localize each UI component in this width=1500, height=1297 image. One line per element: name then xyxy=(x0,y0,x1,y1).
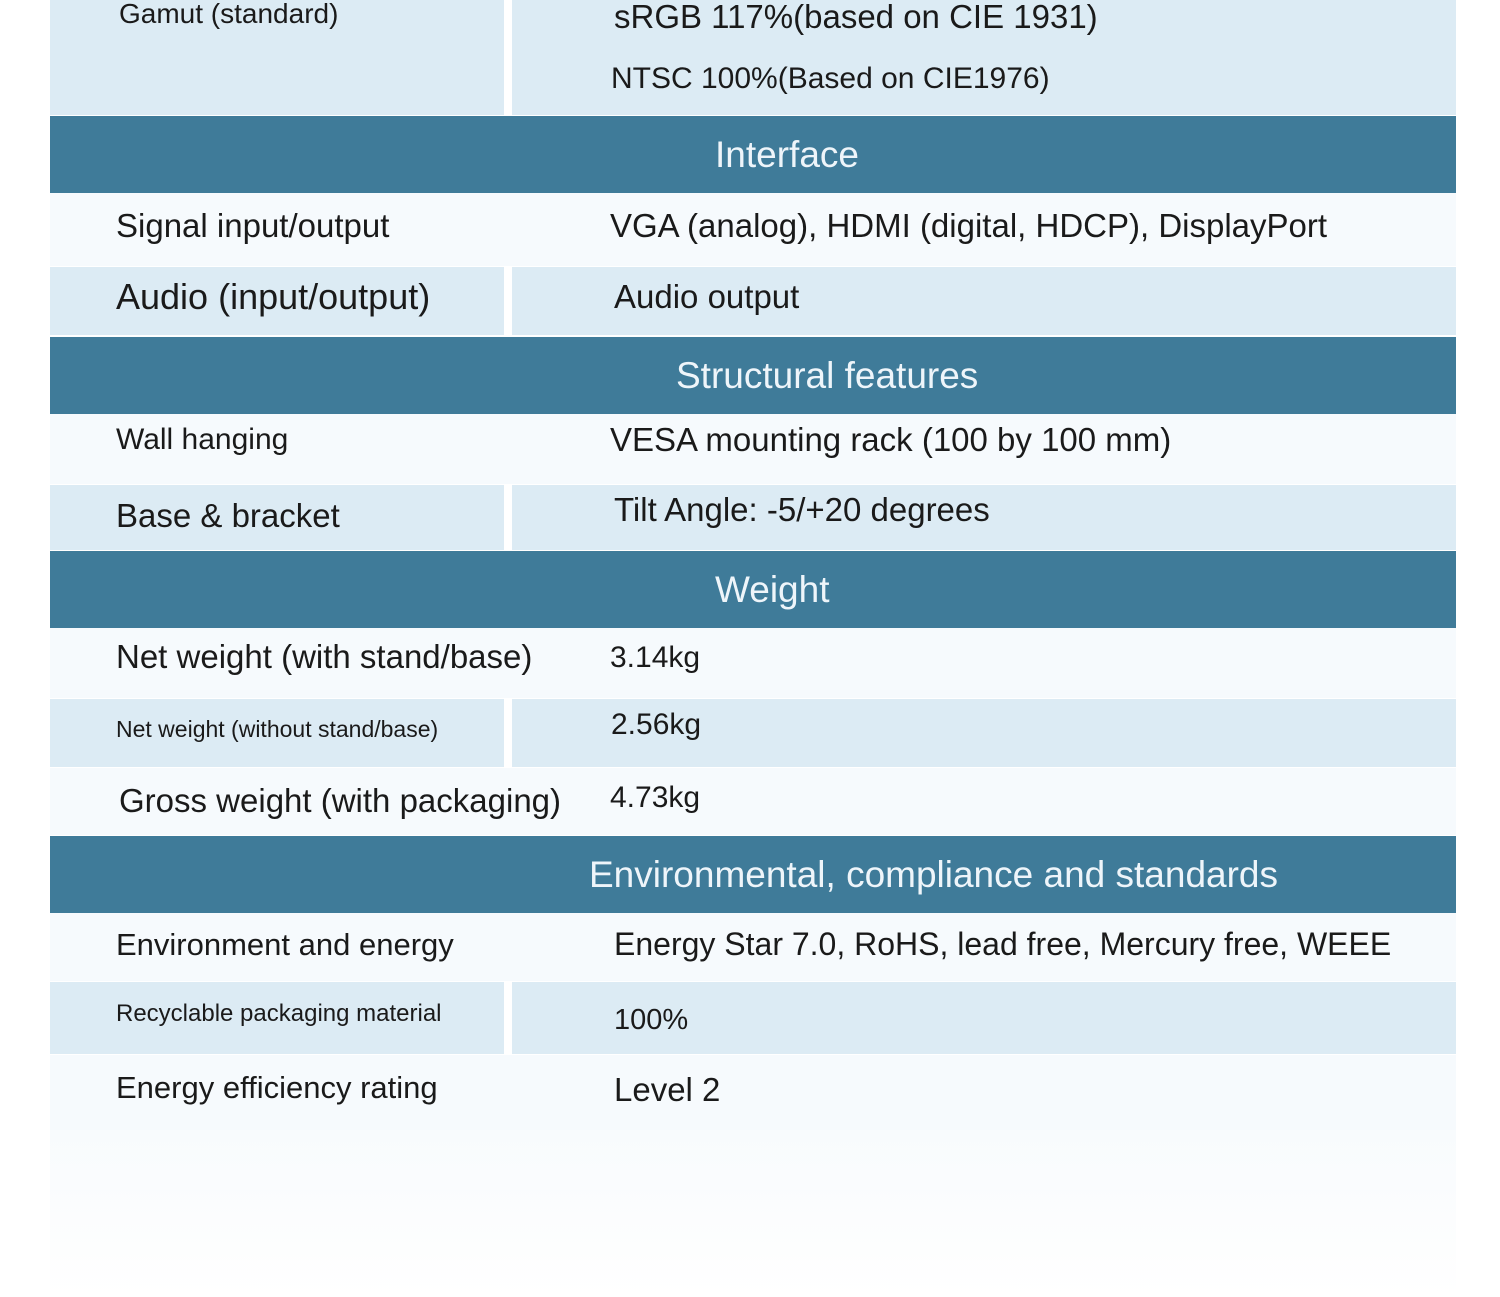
spec-table xyxy=(50,0,1456,1297)
section-header-weight xyxy=(50,551,1456,628)
section-header-structural xyxy=(50,337,1456,414)
table-bottom-fade xyxy=(50,1130,1456,1297)
spec-value: 3.14kg xyxy=(610,641,701,674)
spec-value: VESA mounting rack (100 by 100 mm) xyxy=(610,421,1172,458)
section-title: Interface xyxy=(715,133,859,175)
spec-label: Net weight (without stand/base) xyxy=(116,716,439,742)
spec-row xyxy=(50,193,1456,266)
section-title: Environmental, compliance and standards xyxy=(589,853,1278,895)
spec-value: NTSC 100%(Based on CIE1976) xyxy=(611,62,1050,95)
spec-row xyxy=(50,982,1456,1054)
section-header-environmental xyxy=(50,836,1456,913)
spec-label: Gross weight (with packaging) xyxy=(119,782,562,819)
spec-row-gamut xyxy=(50,0,1456,115)
spec-row xyxy=(50,485,1456,550)
spec-label: Net weight (with stand/base) xyxy=(116,638,533,675)
spec-label: Wall hanging xyxy=(116,423,289,456)
spec-value: sRGB 117%(based on CIE 1931) xyxy=(614,0,1098,35)
spec-value: Level 2 xyxy=(614,1071,721,1108)
spec-row xyxy=(50,267,1456,335)
spec-value: Energy Star 7.0, RoHS, lead free, Mercury free, WEEE xyxy=(614,926,1392,962)
spec-row xyxy=(50,1055,1456,1130)
spec-label: Base & bracket xyxy=(116,497,340,534)
spec-label: Environment and energy xyxy=(116,927,454,962)
section-title: Weight xyxy=(715,568,830,610)
spec-row xyxy=(50,628,1456,698)
spec-label: Recyclable packaging material xyxy=(116,1000,442,1027)
spec-row xyxy=(50,699,1456,767)
spec-label: Signal input/output xyxy=(116,207,390,244)
spec-label: Energy efficiency rating xyxy=(116,1070,438,1105)
spec-label: Audio (input/output) xyxy=(116,276,431,317)
spec-value: Audio output xyxy=(614,278,800,315)
section-title: Structural features xyxy=(676,354,979,396)
spec-value: VGA (analog), HDMI (digital, HDCP), DisplayPort xyxy=(610,207,1328,244)
spec-row xyxy=(50,414,1456,484)
spec-row xyxy=(50,768,1456,835)
spec-value: 4.73kg xyxy=(610,781,701,814)
spec-value: 2.56kg xyxy=(611,708,702,741)
spec-value: 100% xyxy=(614,1004,689,1036)
spec-label: Gamut (standard) xyxy=(119,0,339,29)
spec-value: Tilt Angle: -5/+20 degrees xyxy=(614,491,990,528)
section-header-interface xyxy=(50,116,1456,193)
spec-row xyxy=(50,913,1456,981)
